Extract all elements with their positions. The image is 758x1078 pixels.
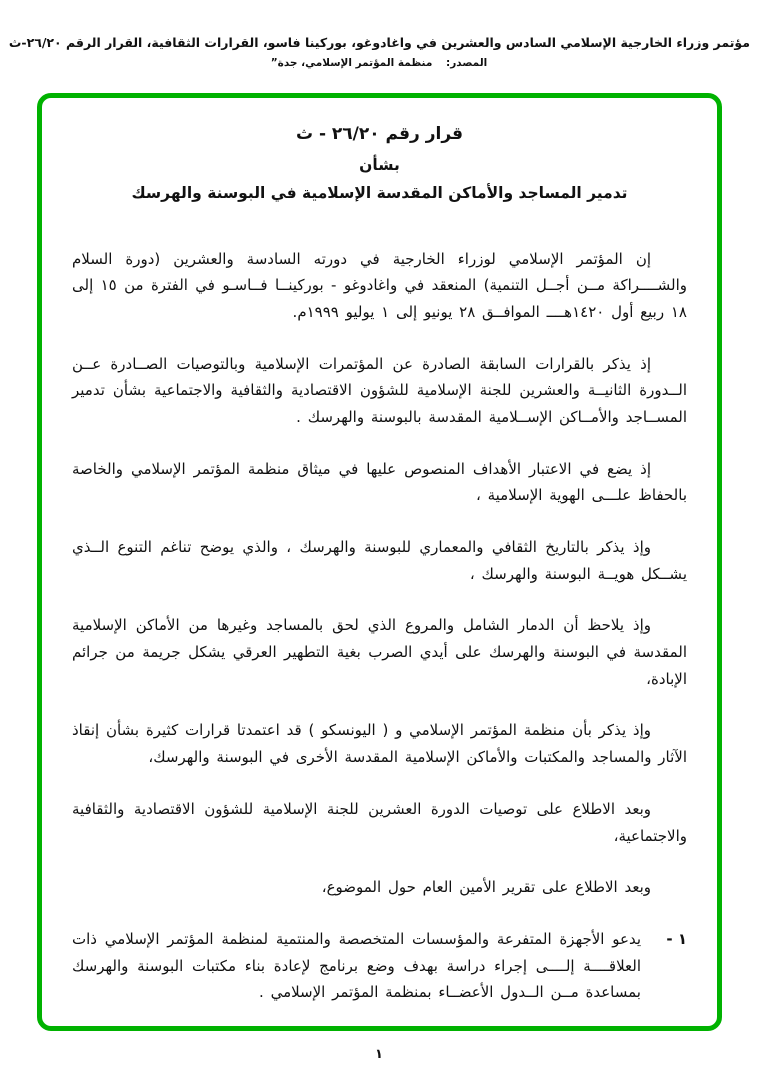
resolution-paragraph: وإذ يذكر بالتاريخ الثقافي والمعماري للبوسنة والهرسك ، والذي يوضح تناغم التنوع الــذي يشــكل هويــة البوسنة والهرسك ، <box>72 538 687 583</box>
resolution-paragraph: وبعد الاطلاع على توصيات الدورة العشرين للجنة الإسلامية للشؤون الاقتصادية والثقافية والاجتماعية، <box>72 799 687 845</box>
header-citation: مؤتمر وزراء الخارجية الإسلامي السادس والعشرين في واغادوغو، بوركينا فاسو، القرارات الثقافية، القرار الرقم ٢٦/٢٠-ث <box>8 35 750 50</box>
resolution-paragraph: وبعد الاطلاع على تقرير الأمين العام حول الموضوع، <box>321 878 651 897</box>
document-header <box>0 0 758 69</box>
resolution-number: قرار رقم ٢٦/٢٠ - ث <box>295 123 464 144</box>
resolution-paragraph: إن المؤتمر الإسلامي لوزراء الخارجية في دورته السادسة والعشرين (دورة السلام والشــــراكة مــن أجــل التنمية) المنعقد في واغادوغو - بوركينــا فــاسـو في الفترة من ١٥ إلى ١٨ ربيع أول ١٤٢٠هــــ الموافــق ٢٨ يونيو إلى ١ يوليو ١٩٩٩م. <box>72 249 688 321</box>
page-number: ١ <box>375 1046 383 1062</box>
resolution-title-block <box>72 124 687 202</box>
resolution-body <box>72 246 687 1006</box>
resolution-frame <box>37 93 722 1031</box>
resolution-subject-label: بشأن <box>359 155 400 174</box>
document-footer <box>0 1043 758 1062</box>
header-source-line <box>8 57 750 69</box>
resolution-paragraph: إذ يضع في الاعتبار الأهداف المنصوص عليها في ميثاق منظمة المؤتمر الإسلامي والخاصة بالحفاظ علـــى الهوية الإسلامية ، <box>72 459 687 505</box>
resolution-paragraph: وإذ يذكر بأن منظمة المؤتمر الإسلامي و ( اليونسكو ) قد اعتمدتا قرارات كثيرة بشأن إنقاذ الآثار والمساجد والمكتبات والأماكن الإسلامية المقدسة الأخرى في البوسنة والهرسك، <box>72 721 687 767</box>
resolution-paragraph: وإذ يلاحظ أن الدمار الشامل والمروع الذي لحق بالمساجد وغيرها من الأماكن الإسلامية المقدسة في البوسنة والهرسك على أيدي الصرب بغية التطهير العرقي يشكل جريمة من جرائم الإبادة، <box>72 616 687 688</box>
source-value: منظمة المؤتمر الإسلامي، جدة” <box>270 56 433 69</box>
source-label: المصدر: <box>446 56 488 69</box>
resolution-title: تدمير المساجد والأماكن المقدسة الإسلامية في البوسنة والهرسك <box>131 183 628 202</box>
resolution-clause <box>72 926 687 1006</box>
clause-number: ١ - <box>666 929 687 948</box>
clause-text: يدعو الأجهزة المتفرعة والمؤسسات المتخصصة والمنتمية لمنظمة المؤتمر الإسلامي ذات العلاقــــة إلــــى إجراء دراسة بهدف وضع برنامج لإعادة بناء مكتبات البوسنة والهرسك بمساعدة مــن الــدول الأعضــاء بمنظمة المؤتمر الإسلامي . <box>72 929 641 1002</box>
resolution-paragraph: إذ يذكر بالقرارات السابقة الصادرة عن المؤتمرات الإسلامية وبالتوصيات الصــادرة عــن الــدورة الثانيــة والعشرين للجنة الإسلامية للشؤون الاقتصادية والثقافية والاجتماعية بشأن تدمير المســاجد والأمــاكن الإســلامية المقدسة بالبوسنة والهرسك . <box>72 354 687 426</box>
